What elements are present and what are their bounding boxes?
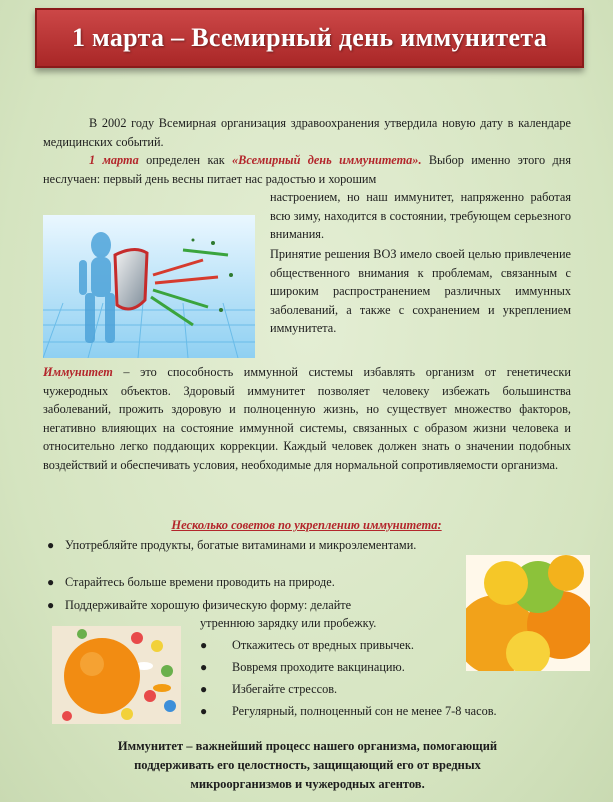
tip-item: Откажитесь от вредных привычек. bbox=[232, 638, 414, 652]
tip-item: Избегайте стрессов. bbox=[232, 682, 338, 696]
tip-item: Поддерживайте хорошую физическую форму: делайте bbox=[65, 598, 352, 612]
bullet-icon: ● bbox=[200, 638, 208, 652]
citrus-fruits-photo bbox=[466, 555, 590, 671]
bullet-icon: ● bbox=[47, 575, 55, 589]
intro-paragraph-3: Принятие решения ВОЗ имело своей целью привлечение общественного внимания к проблемам, связанным с широким распространением различных иммунных заболеваний, а также с сохранением и укреплением иммунитета. bbox=[270, 247, 571, 335]
immunity-definition: Иммунитет – это способность иммунной системы избавлять организм от генетически чужеродных объектов. Здоровый иммунитет позволяет человеку избежать большинства заболеваний, прожить здоровую и полноценную жизнь, но существует множество факторов, негативно влияющих на состояние иммунной системы, связанных с образом жизни человека и относительно легко поддающих коррекции. Каждый человек должен знать о значении подобных воздействий и обеспечивать условия, необходимые для нормальной сопротивляемости организма. bbox=[43, 365, 571, 472]
bullet-icon: ● bbox=[200, 682, 208, 696]
bullet-icon: ● bbox=[47, 538, 55, 552]
bullet-icon: ● bbox=[47, 598, 55, 612]
intro-paragraph-2-cont: настроением, но наш иммунитет, напряженно работая всю зиму, находится в состоянии, требующем серьезного внимания. bbox=[270, 190, 571, 241]
title-banner bbox=[35, 8, 584, 68]
immunity-term: Иммунитет bbox=[43, 365, 113, 379]
intro-paragraph-2: 1 марта определен как «Всемирный день иммунитета». Выбор именно этого дня неслучаен: первый день весны питает нас радостью и хорошим bbox=[43, 153, 571, 186]
page-title: 1 марта – Всемирный день иммунитета bbox=[71, 23, 548, 52]
date-highlight: 1 марта bbox=[89, 153, 139, 167]
tips-title: Несколько советов по укреплению иммунитета: bbox=[171, 518, 442, 532]
day-highlight: «Всемирный день иммунитета». bbox=[232, 153, 422, 167]
immune-shield-illustration bbox=[43, 215, 255, 358]
intro-paragraph-1: В 2002 году Всемирная организация здравоохранения утвердила новую дату в календаре медицинских событий. bbox=[43, 116, 571, 149]
tip-item: Регулярный, полноценный сон не менее 7-8 часов. bbox=[232, 704, 497, 718]
tip-item: Старайтесь больше времени проводить на природе. bbox=[65, 575, 335, 589]
bullet-icon: ● bbox=[200, 660, 208, 674]
tip-item: Вовремя проходите вакцинацию. bbox=[232, 660, 405, 674]
tip-item: Употребляйте продукты, богатые витаминами и микроэлементами. bbox=[65, 538, 417, 552]
footer-summary: Иммунитет – важнейший процесс нашего организма, помогающий поддерживать его целостность, защищающий его от вредных микроорганизмов и чужеродных агентов. bbox=[117, 739, 498, 791]
tip-item-cont: утреннюю зарядку или пробежку. bbox=[200, 616, 377, 630]
orange-and-pills-photo bbox=[52, 626, 181, 724]
bullet-icon: ● bbox=[200, 704, 208, 718]
